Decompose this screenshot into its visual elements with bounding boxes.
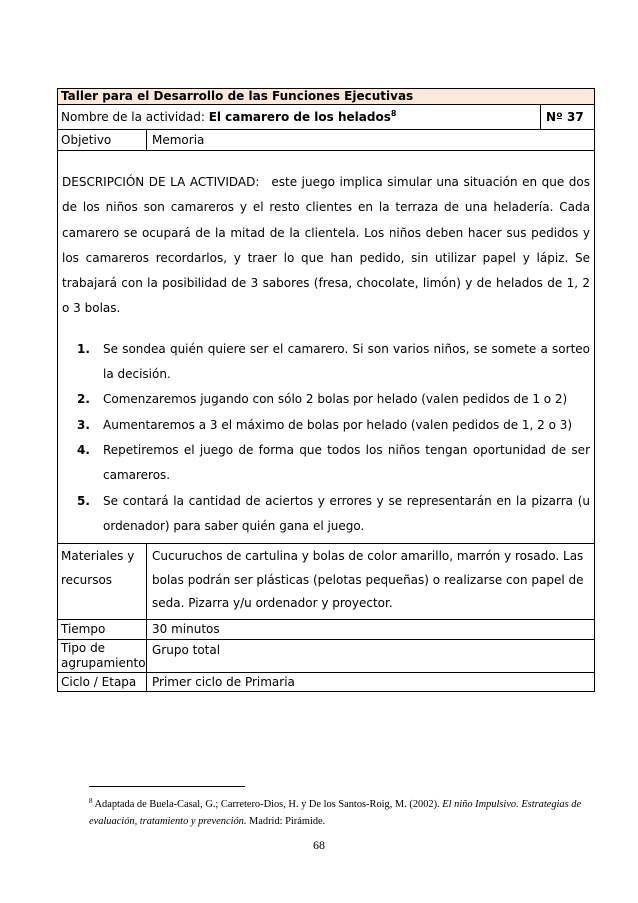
step-number: 1.: [77, 341, 90, 356]
list-item: [62, 413, 590, 438]
step-text: Se contará la cantidad de aciertos y errores y se representarán en la pizarra (u ordenador) para saber quién gana el juego.: [103, 493, 590, 533]
description-lead: DESCRIPCIÓN DE LA ACTIVIDAD:: [62, 175, 260, 189]
list-item: [62, 337, 590, 388]
step-text: Repetiremos el juego de forma que todos los niños tengan oportunidad de ser camareros.: [103, 442, 590, 483]
materials-label: [58, 544, 146, 619]
materials-label-line2: recursos: [61, 572, 113, 587]
footnote-separator: [89, 786, 245, 787]
cycle-label: Ciclo / Etapa: [61, 674, 137, 689]
materials-label-line1: Materiales y: [61, 549, 135, 564]
footnote: [89, 796, 589, 830]
footnote-title: El niño Impulsivo. Estrategias de evaluación, tratamiento y prevención.: [89, 799, 582, 827]
description-paragraph: [62, 170, 590, 322]
page-number: 68: [313, 838, 325, 852]
workshop-title: Taller para el Desarrollo de las Funciones Ejecutivas: [61, 89, 414, 103]
time-label: Tiempo: [61, 621, 106, 636]
cycle-row: [58, 672, 594, 691]
objective-value: Memoria: [146, 130, 594, 150]
step-text: Aumentaremos a 3 el máximo de bolas por helado (valen pedidos de 1, 2 o 3): [103, 417, 573, 432]
grouping-label-line2: agrupamiento: [61, 655, 146, 670]
objective-row: [58, 129, 594, 150]
description-text: este juego implica simular una situación en que dos de los niños son camareros y el resto clientes en la terraza de una heladería. Cada camarero se ocupará de la mitad de la clientela. Los niños deben hacer sus pedidos y los camareros recordarlos, y traer lo que han pedido, sin utilizar papel y lápiz. Se trabajará con la posibilidad de 3 sabores (fresa, chocolate, limón) y de helados de 1, 2 o 3 bolas.: [62, 175, 590, 316]
step-number: 5.: [77, 493, 90, 508]
activity-name-row: [58, 104, 594, 129]
activity-number: Nº 37: [540, 105, 594, 129]
list-item: [62, 489, 590, 540]
grouping-label: [58, 640, 146, 672]
footnote-reference: 8: [390, 109, 397, 118]
activity-sheet-table: [57, 88, 595, 692]
activity-name-value: El camarero de los helados: [208, 110, 391, 124]
grouping-value: Grupo total: [146, 640, 594, 672]
step-number: 3.: [77, 417, 90, 432]
cycle-value: Primer ciclo de Primaria: [146, 673, 594, 691]
steps-list: [62, 337, 590, 539]
objective-label: Objetivo: [61, 133, 112, 147]
grouping-row: [58, 639, 594, 672]
footnote-text: Adaptada de Buela-Casal, G.; Carretero-Dios, H. y De los Santos-Roig, M. (2002).: [92, 799, 443, 810]
grouping-label-line1: Tipo de: [61, 640, 106, 655]
materials-row: [58, 543, 594, 619]
time-value: 30 minutos: [146, 620, 594, 639]
time-row: [58, 619, 594, 639]
step-text: Comenzaremos jugando con sólo 2 bolas por helado (valen pedidos de 1 o 2): [103, 392, 568, 407]
list-item: [62, 387, 590, 412]
list-item: [62, 438, 590, 489]
description-cell: [58, 150, 594, 543]
activity-name-cell: [58, 105, 540, 129]
sheet-header: [58, 89, 594, 104]
activity-name-label: Nombre de la actividad:: [61, 110, 209, 124]
step-number: 2.: [77, 392, 90, 407]
footnote-mark: 8: [89, 797, 93, 805]
step-text: Se sondea quién quiere ser el camarero. Si son varios niños, se somete a sorteo la decisión.: [103, 341, 590, 382]
materials-value: Cucuruchos de cartulina y bolas de color amarillo, marrón y rosado. Las bolas podrán ser plásticas (pelotas pequeñas) o realizarse con papel de seda. Pizarra y/u ordenador y proyector.: [146, 544, 594, 619]
footnote-publisher: Madrid: Pirámide.: [246, 816, 326, 827]
step-number: 4.: [77, 442, 90, 457]
